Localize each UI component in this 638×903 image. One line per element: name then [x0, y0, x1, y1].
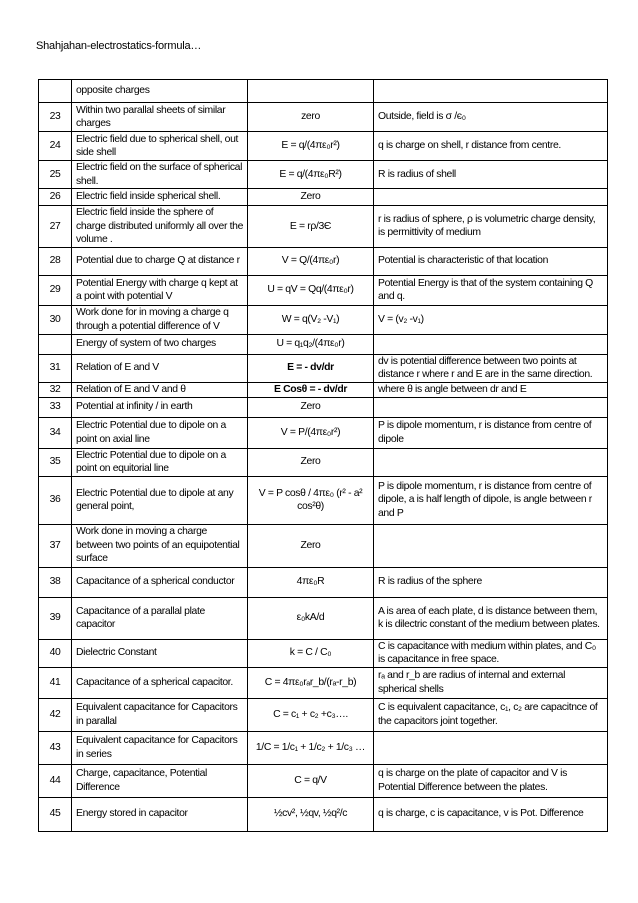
table-row — [39, 397, 608, 417]
row-number: 29 — [39, 275, 72, 305]
row-number — [39, 80, 72, 103]
row-number — [39, 334, 72, 354]
row-note — [374, 334, 608, 354]
row-number: 34 — [39, 417, 72, 448]
row-formula: E = q/(4πε₀r²) — [248, 132, 374, 161]
row-number: 37 — [39, 524, 72, 567]
row-number: 36 — [39, 476, 72, 524]
row-number: 38 — [39, 567, 72, 597]
table-row — [39, 797, 608, 831]
document-title: Shahjahan-electrostatics-formula… — [36, 40, 202, 52]
row-formula: ½cv², ½qv, ½q²/c — [248, 797, 374, 831]
table-row — [39, 597, 608, 639]
row-number: 24 — [39, 132, 72, 161]
row-description: Relation of E and V — [72, 354, 248, 382]
row-description: Electric Potential due to dipole on a point on equitorial line — [72, 448, 248, 476]
table-row — [39, 305, 608, 334]
row-formula: ε₀kA/d — [248, 597, 374, 639]
row-number: 40 — [39, 639, 72, 667]
table-row — [39, 448, 608, 476]
row-description: Relation of E and V and θ — [72, 382, 248, 397]
row-formula: E = - dv/dr — [248, 354, 374, 382]
row-formula: C = q/V — [248, 764, 374, 797]
row-formula: Zero — [248, 189, 374, 206]
row-formula: Zero — [248, 397, 374, 417]
row-description: Potential due to charge Q at distance r — [72, 247, 248, 275]
row-number: 44 — [39, 764, 72, 797]
row-formula: U = q₁q₂/(4πε₀r) — [248, 334, 374, 354]
row-description: Electric field inside the sphere of charge distributed uniformly all over the volume . — [72, 206, 248, 248]
row-description: Capacitance of a spherical conductor — [72, 567, 248, 597]
table-row — [39, 103, 608, 132]
row-formula: Zero — [248, 448, 374, 476]
row-note — [374, 731, 608, 764]
row-formula: 4πε₀R — [248, 567, 374, 597]
row-number: 31 — [39, 354, 72, 382]
row-formula: k = C / C₀ — [248, 639, 374, 667]
table-row — [39, 247, 608, 275]
row-description: Charge, capacitance, Potential Difference — [72, 764, 248, 797]
row-number: 30 — [39, 305, 72, 334]
table-row — [39, 189, 608, 206]
row-note: R is radius of the sphere — [374, 567, 608, 597]
row-formula: W = q(V₂ -V₁) — [248, 305, 374, 334]
table-row — [39, 567, 608, 597]
row-note: Potential is characteristic of that location — [374, 247, 608, 275]
row-number: 41 — [39, 667, 72, 698]
row-note: q is charge on the plate of capacitor and V is Potential Difference between the plates. — [374, 764, 608, 797]
row-description: Work done for in moving a charge q through a potential difference of V — [72, 305, 248, 334]
row-note: A is area of each plate, d is distance between them, k is dilectric constant of the medium between plates. — [374, 597, 608, 639]
row-description: Potential Energy with charge q kept at a point with potential V — [72, 275, 248, 305]
row-description: Energy stored in capacitor — [72, 797, 248, 831]
row-description: Work done in moving a charge between two points of an equipotential surface — [72, 524, 248, 567]
table-row — [39, 476, 608, 524]
row-description: Potential at infinity / in earth — [72, 397, 248, 417]
table-row — [39, 132, 608, 161]
row-description: Equivalent capacitance for Capacitors in series — [72, 731, 248, 764]
row-note: Potential Energy is that of the system containing Q and q. — [374, 275, 608, 305]
row-number: 28 — [39, 247, 72, 275]
row-formula: Zero — [248, 524, 374, 567]
row-formula: V = P cosθ / 4πε₀ (r² - a² cos²θ) — [248, 476, 374, 524]
row-note: where θ is angle between dr and E — [374, 382, 608, 397]
row-formula: E = q/(4πε₀R²) — [248, 161, 374, 189]
row-number: 25 — [39, 161, 72, 189]
table-row — [39, 206, 608, 248]
row-number: 27 — [39, 206, 72, 248]
row-number: 43 — [39, 731, 72, 764]
row-number: 42 — [39, 698, 72, 731]
row-description: Within two parallal sheets of similar charges — [72, 103, 248, 132]
row-description: Electric field on the surface of spherical shell. — [72, 161, 248, 189]
row-number: 45 — [39, 797, 72, 831]
row-number: 35 — [39, 448, 72, 476]
row-description: Electric field due to spherical shell, out side shell — [72, 132, 248, 161]
row-formula: V = P/(4πε₀r²) — [248, 417, 374, 448]
table-row — [39, 275, 608, 305]
row-note: Outside, field is σ /є₀ — [374, 103, 608, 132]
row-formula: E = rρ/3Є — [248, 206, 374, 248]
row-note — [374, 80, 608, 103]
row-note — [374, 448, 608, 476]
row-note: C is capacitance with medium within plates, and C₀ is capacitance in free space. — [374, 639, 608, 667]
table-row — [39, 80, 608, 103]
row-formula: C = c₁ + c₂ +c₃…. — [248, 698, 374, 731]
row-number: 32 — [39, 382, 72, 397]
row-number: 26 — [39, 189, 72, 206]
row-note: dv is potential difference between two points at distance r where r and E are in the same direction. — [374, 354, 608, 382]
row-formula: zero — [248, 103, 374, 132]
row-formula — [248, 80, 374, 103]
row-number: 33 — [39, 397, 72, 417]
table-row — [39, 161, 608, 189]
row-number: 39 — [39, 597, 72, 639]
table-row — [39, 382, 608, 397]
row-description: Electric Potential due to dipole on a point on axial line — [72, 417, 248, 448]
row-note — [374, 397, 608, 417]
table-row — [39, 354, 608, 382]
formula-table — [38, 79, 608, 832]
row-description: Capacitance of a spherical capacitor. — [72, 667, 248, 698]
table-row — [39, 698, 608, 731]
row-number: 23 — [39, 103, 72, 132]
row-note: P is dipole momentum, r is distance from centre of dipole, a is half length of dipole, is angle between r and P — [374, 476, 608, 524]
table-row — [39, 731, 608, 764]
row-formula: 1/C = 1/c₁ + 1/c₂ + 1/c₃ … — [248, 731, 374, 764]
table-row — [39, 334, 608, 354]
row-note: P is dipole momentum, r is distance from centre of dipole — [374, 417, 608, 448]
row-note: r is radius of sphere, ρ is volumetric charge density, is permittivity of medium — [374, 206, 608, 248]
row-note: q is charge on shell, r distance from centre. — [374, 132, 608, 161]
row-note: V = (v₂ -v₁) — [374, 305, 608, 334]
table-row — [39, 764, 608, 797]
row-formula: V = Q/(4πε₀r) — [248, 247, 374, 275]
row-formula: E Cosθ = - dv/dr — [248, 382, 374, 397]
row-note — [374, 189, 608, 206]
row-note: rₐ and r_b are radius of internal and external spherical shells — [374, 667, 608, 698]
row-note: q is charge, c is capacitance, v is Pot. Difference — [374, 797, 608, 831]
table-row — [39, 667, 608, 698]
table-row — [39, 417, 608, 448]
row-formula: C = 4πε₀rₐr_b/(rₐ-r_b) — [248, 667, 374, 698]
row-description: Energy of system of two charges — [72, 334, 248, 354]
row-description: Capacitance of a parallal plate capacitor — [72, 597, 248, 639]
row-description: Dielectric Constant — [72, 639, 248, 667]
row-note: C is equivalent capacitance, c₁, c₂ are capacitnce of the capacitors joint together. — [374, 698, 608, 731]
row-formula: U = qV = Qq/(4πε₀r) — [248, 275, 374, 305]
row-description: opposite charges — [72, 80, 248, 103]
table-row — [39, 524, 608, 567]
row-description: Electric field inside spherical shell. — [72, 189, 248, 206]
row-note — [374, 524, 608, 567]
row-description: Equivalent capacitance for Capacitors in parallal — [72, 698, 248, 731]
row-description: Electric Potential due to dipole at any general point, — [72, 476, 248, 524]
row-note: R is radius of shell — [374, 161, 608, 189]
table-row — [39, 639, 608, 667]
